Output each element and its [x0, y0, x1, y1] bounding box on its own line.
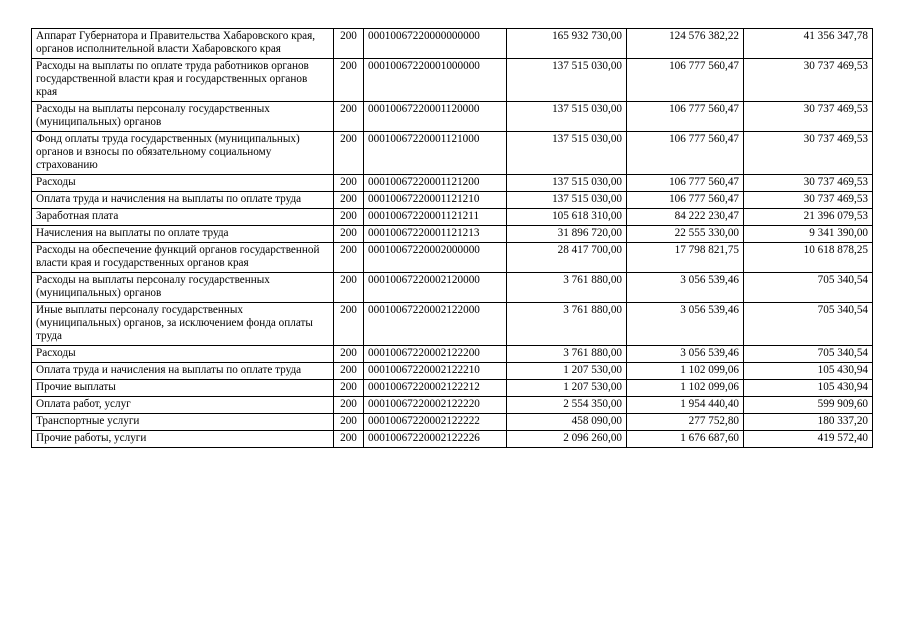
classification-code-cell: 00010067220002122222	[364, 414, 507, 431]
line-code-cell: 200	[334, 59, 364, 102]
approved-amount-cell: 2 554 350,00	[507, 397, 627, 414]
classification-code-cell: 00010067220002122226	[364, 431, 507, 448]
executed-amount-cell: 84 222 230,47	[627, 209, 744, 226]
line-code-cell: 200	[334, 226, 364, 243]
classification-code-cell: 00010067220001000000	[364, 59, 507, 102]
table-row	[32, 273, 873, 303]
table-row	[32, 132, 873, 175]
line-code-cell: 200	[334, 380, 364, 397]
expense-name-cell: Транспортные услуги	[32, 414, 334, 431]
classification-code-cell: 00010067220002122210	[364, 363, 507, 380]
table-row	[32, 175, 873, 192]
executed-amount-cell: 124 576 382,22	[627, 29, 744, 59]
classification-code-cell: 00010067220002122220	[364, 397, 507, 414]
classification-code-cell: 00010067220001121211	[364, 209, 507, 226]
line-code-cell: 200	[334, 192, 364, 209]
expense-name-cell: Аппарат Губернатора и Правительства Хабаровского края, органов исполнительной власти Хабаровского края	[32, 29, 334, 59]
unexecuted-amount-cell: 30 737 469,53	[744, 175, 873, 192]
approved-amount-cell: 137 515 030,00	[507, 132, 627, 175]
approved-amount-cell: 165 932 730,00	[507, 29, 627, 59]
table-row	[32, 209, 873, 226]
line-code-cell: 200	[334, 397, 364, 414]
expense-name-cell: Заработная плата	[32, 209, 334, 226]
unexecuted-amount-cell: 41 356 347,78	[744, 29, 873, 59]
classification-code-cell: 00010067220001121200	[364, 175, 507, 192]
executed-amount-cell: 1 102 099,06	[627, 363, 744, 380]
expense-name-cell: Оплата работ, услуг	[32, 397, 334, 414]
table-row	[32, 303, 873, 346]
approved-amount-cell: 458 090,00	[507, 414, 627, 431]
classification-code-cell: 00010067220002120000	[364, 273, 507, 303]
line-code-cell: 200	[334, 243, 364, 273]
approved-amount-cell: 3 761 880,00	[507, 273, 627, 303]
approved-amount-cell: 28 417 700,00	[507, 243, 627, 273]
executed-amount-cell: 3 056 539,46	[627, 303, 744, 346]
table-row	[32, 102, 873, 132]
table-row	[32, 29, 873, 59]
expense-name-cell: Оплата труда и начисления на выплаты по оплате труда	[32, 363, 334, 380]
line-code-cell: 200	[334, 431, 364, 448]
unexecuted-amount-cell: 599 909,60	[744, 397, 873, 414]
table-row	[32, 243, 873, 273]
approved-amount-cell: 3 761 880,00	[507, 303, 627, 346]
unexecuted-amount-cell: 30 737 469,53	[744, 132, 873, 175]
unexecuted-amount-cell: 705 340,54	[744, 303, 873, 346]
approved-amount-cell: 137 515 030,00	[507, 175, 627, 192]
approved-amount-cell: 3 761 880,00	[507, 346, 627, 363]
table-row	[32, 346, 873, 363]
classification-code-cell: 00010067220002122000	[364, 303, 507, 346]
classification-code-cell: 00010067220001121210	[364, 192, 507, 209]
executed-amount-cell: 1 676 687,60	[627, 431, 744, 448]
expense-name-cell: Расходы на выплаты персоналу государственных (муниципальных) органов	[32, 102, 334, 132]
line-code-cell: 200	[334, 303, 364, 346]
unexecuted-amount-cell: 21 396 079,53	[744, 209, 873, 226]
unexecuted-amount-cell: 30 737 469,53	[744, 102, 873, 132]
table-body	[32, 29, 873, 448]
expense-name-cell: Начисления на выплаты по оплате труда	[32, 226, 334, 243]
line-code-cell: 200	[334, 363, 364, 380]
approved-amount-cell: 137 515 030,00	[507, 192, 627, 209]
approved-amount-cell: 2 096 260,00	[507, 431, 627, 448]
line-code-cell: 200	[334, 102, 364, 132]
expense-name-cell: Расходы на выплаты по оплате труда работников органов государственной власти края и государственных органов края	[32, 59, 334, 102]
unexecuted-amount-cell: 30 737 469,53	[744, 59, 873, 102]
unexecuted-amount-cell: 419 572,40	[744, 431, 873, 448]
line-code-cell: 200	[334, 209, 364, 226]
table-row	[32, 226, 873, 243]
classification-code-cell: 00010067220001121213	[364, 226, 507, 243]
expense-name-cell: Прочие выплаты	[32, 380, 334, 397]
approved-amount-cell: 1 207 530,00	[507, 363, 627, 380]
line-code-cell: 200	[334, 175, 364, 192]
classification-code-cell: 00010067220002122200	[364, 346, 507, 363]
executed-amount-cell: 3 056 539,46	[627, 346, 744, 363]
approved-amount-cell: 137 515 030,00	[507, 102, 627, 132]
expense-name-cell: Расходы на обеспечение функций органов государственной власти края и государственных органов края	[32, 243, 334, 273]
expense-name-cell: Расходы	[32, 175, 334, 192]
table-row	[32, 192, 873, 209]
approved-amount-cell: 137 515 030,00	[507, 59, 627, 102]
executed-amount-cell: 17 798 821,75	[627, 243, 744, 273]
classification-code-cell: 00010067220001120000	[364, 102, 507, 132]
unexecuted-amount-cell: 9 341 390,00	[744, 226, 873, 243]
executed-amount-cell: 277 752,80	[627, 414, 744, 431]
executed-amount-cell: 106 777 560,47	[627, 102, 744, 132]
line-code-cell: 200	[334, 132, 364, 175]
line-code-cell: 200	[334, 414, 364, 431]
executed-amount-cell: 106 777 560,47	[627, 59, 744, 102]
executed-amount-cell: 1 954 440,40	[627, 397, 744, 414]
expense-name-cell: Фонд оплаты труда государственных (муниципальных) органов и взносы по обязательному социальному страхованию	[32, 132, 334, 175]
unexecuted-amount-cell: 105 430,94	[744, 363, 873, 380]
unexecuted-amount-cell: 105 430,94	[744, 380, 873, 397]
executed-amount-cell: 22 555 330,00	[627, 226, 744, 243]
table-row	[32, 431, 873, 448]
classification-code-cell: 00010067220001121000	[364, 132, 507, 175]
executed-amount-cell: 106 777 560,47	[627, 175, 744, 192]
table-row	[32, 414, 873, 431]
executed-amount-cell: 1 102 099,06	[627, 380, 744, 397]
classification-code-cell: 00010067220000000000	[364, 29, 507, 59]
table-row	[32, 380, 873, 397]
classification-code-cell: 00010067220002000000	[364, 243, 507, 273]
expense-name-cell: Прочие работы, услуги	[32, 431, 334, 448]
unexecuted-amount-cell: 705 340,54	[744, 273, 873, 303]
approved-amount-cell: 31 896 720,00	[507, 226, 627, 243]
expense-name-cell: Оплата труда и начисления на выплаты по оплате труда	[32, 192, 334, 209]
budget-expenditure-table	[31, 28, 873, 448]
table-row	[32, 363, 873, 380]
expense-name-cell: Расходы	[32, 346, 334, 363]
executed-amount-cell: 3 056 539,46	[627, 273, 744, 303]
expense-name-cell: Иные выплаты персоналу государственных (муниципальных) органов, за исключением фонда оплаты труда	[32, 303, 334, 346]
table-row	[32, 397, 873, 414]
table-row	[32, 59, 873, 102]
unexecuted-amount-cell: 705 340,54	[744, 346, 873, 363]
line-code-cell: 200	[334, 273, 364, 303]
expense-name-cell: Расходы на выплаты персоналу государственных (муниципальных) органов	[32, 273, 334, 303]
unexecuted-amount-cell: 10 618 878,25	[744, 243, 873, 273]
line-code-cell: 200	[334, 29, 364, 59]
approved-amount-cell: 1 207 530,00	[507, 380, 627, 397]
unexecuted-amount-cell: 30 737 469,53	[744, 192, 873, 209]
executed-amount-cell: 106 777 560,47	[627, 132, 744, 175]
line-code-cell: 200	[334, 346, 364, 363]
unexecuted-amount-cell: 180 337,20	[744, 414, 873, 431]
classification-code-cell: 00010067220002122212	[364, 380, 507, 397]
executed-amount-cell: 106 777 560,47	[627, 192, 744, 209]
approved-amount-cell: 105 618 310,00	[507, 209, 627, 226]
